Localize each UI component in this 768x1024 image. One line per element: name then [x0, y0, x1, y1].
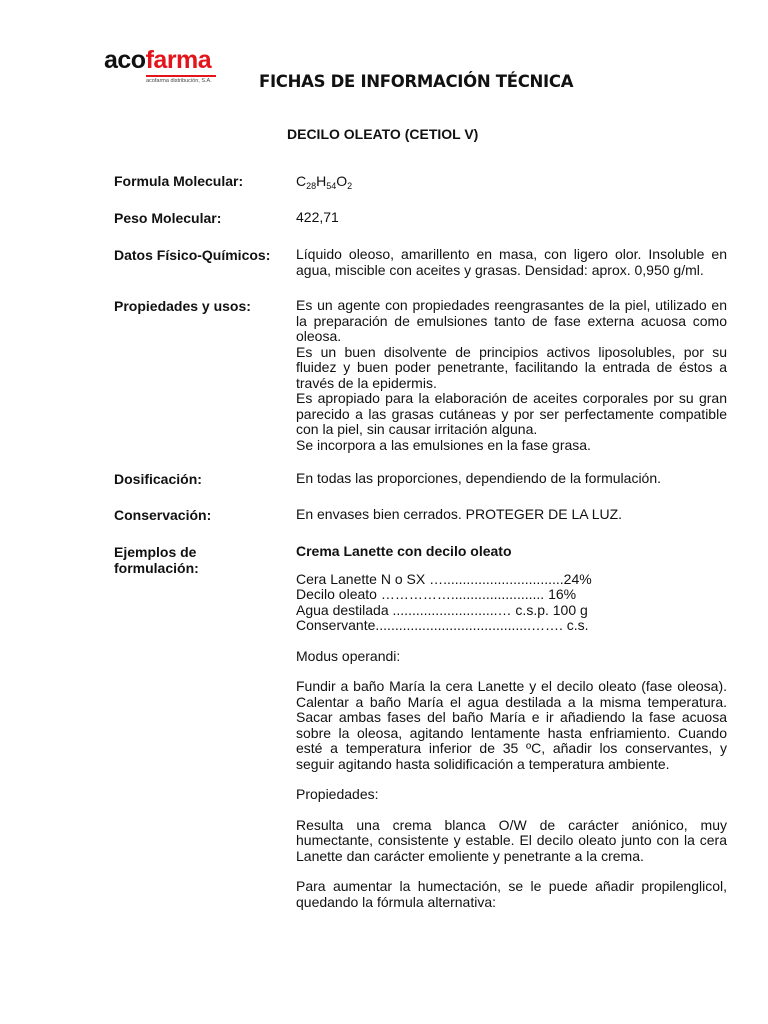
ingredient-line: Agua destilada ...........................… c.s.p. 100 g [296, 601, 588, 618]
propiedades-value [296, 298, 727, 453]
logo-tagline: acofarma distribución, S.A. [146, 78, 212, 84]
logo-underline [146, 75, 216, 77]
ejemplos-label: Ejemplos de formulación: [114, 544, 199, 576]
ingredient-line: Cera Lanette N o SX …...............................24% [296, 570, 592, 587]
acofarma-logo [96, 42, 229, 90]
modus-text: Fundir a baño María la cera Lanette y el decilo oleato (fase oleosa). Calentar a baño María el agua destilada a la misma temperatura. Sacar ambas fases del baño María e ir añadiendo la fase acuosa sobre la oleosa, agitando lentamente hasta enfriamiento. Cuando esté a temperatura inferior de 35 ºC, añadir los conservantes, y seguir agitando hasta solidificación a temperatura ambiente. [296, 678, 727, 772]
recipe-title: Crema Lanette con decilo oleato [296, 543, 512, 559]
propiedades-heading: Propiedades: [296, 786, 379, 802]
document-title: FICHAS DE INFORMACIÓN TÉCNICA [259, 72, 574, 91]
propiedades-paragraph: Es un buen disolvente de principios activos liposolubles, por su fluidez y buen poder penetrante, facilitando la entrada de éstos a través de la epidermis. [296, 343, 727, 391]
peso-value: 422,71 [296, 209, 339, 225]
propiedades-text: Resulta una crema blanca O/W de carácter aniónico, muy humectante, consistente y estable. El decilo oleato junto con la cera Lanette dan carácter emoliente y penetrante a la crema. [296, 816, 727, 864]
logo-wordmark: acofarma [104, 46, 212, 74]
modus-heading: Modus operandi: [296, 647, 401, 664]
product-title: DECILO OLEATO (CETIOL V) [287, 126, 479, 142]
propiedades-paragraph: Es apropiado para la elaboración de aceites corporales por su gran parecido a las grasas cutáneas y por ser perfectamente compatible con la piel, sin causar irritación alguna. [296, 390, 727, 437]
formula-label: Formula Molecular: [114, 173, 244, 189]
dosificacion-value: En todas las proporciones, dependiendo de la formulación. [296, 470, 662, 486]
final-text: Para aumentar la humectación, se le puede añadir propilenglicol, quedando la fórmula alternativa: [296, 878, 727, 910]
ingredient-line: Conservante........................................……. c.s. [296, 617, 589, 633]
datos-label: Datos Físico-Químicos: [114, 247, 271, 263]
formula-value: $C_{28}H_{54}O_2$ [296, 173, 353, 191]
ingredient-line: Decilo oleato ……………........................ 16% [296, 586, 577, 602]
datos-value: Líquido oleoso, amarillento en masa, con ligero olor. Insoluble en agua, miscible con aceites y grasas. Densidad: aprox. 0,950 g/ml. [296, 246, 727, 278]
conservacion-value: En envases bien cerrados. PROTEGER DE LA LUZ. [296, 506, 623, 522]
propiedades-paragraph: Es un agente con propiedades reengrasantes de la piel, utilizado en la preparación de emulsiones tanto de fase externa acuosa como oleosa. [296, 297, 727, 344]
propiedades-paragraph: Se incorpora a las emulsiones en la fase grasa. [296, 436, 591, 453]
conservacion-label: Conservación: [114, 507, 212, 523]
dosificacion-label: Dosificación: [114, 471, 202, 487]
propiedades-label: Propiedades y usos: [114, 298, 251, 314]
peso-label: Peso Molecular: [114, 210, 222, 226]
ejemplos-content [296, 544, 727, 910]
